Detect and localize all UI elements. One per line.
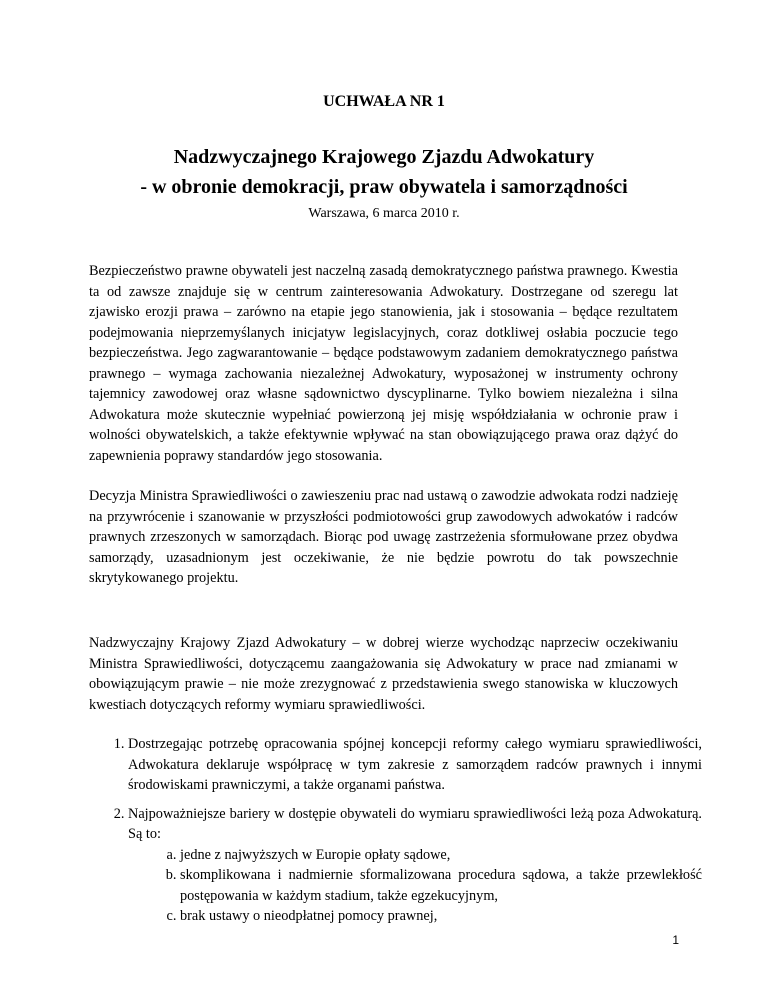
- paragraph-1: Bezpieczeństwo prawne obywateli jest naczelną zasadą demokratycznego państwa prawnego. Kwestia ta od zawsze znajduje się w centrum zainteresowania Adwokatury. Dostrzegane od szeregu lat zjawisko erozji prawa – zarówno na etapie jego stanowienia, jak i stosowania – będące rezultatem podejmowania nieprzemyślanych inicjatyw legislacyjnych, coraz dotkliwej osłabia poczucie tego bezpieczeństwa. Jego zagwarantowanie – będące podstawowym zadaniem demokratycznego państwa prawnego – wymaga zachowania niezależnej Adwokatury, wyposażonej w instrumenty ochrony tajemnicy zawodowej oraz własne sądownictwo dyscyplinarne. Tylko bowiem niezależna i silna Adwokatura może skutecznie wypełniać powierzoną jej misję współdziałania w ochronie praw i wolności obywatelskich, a także efektywnie wpływać na stan obowiązującego prawa oraz dążyć do zapewnienia poprawy standardów jego stosowania.: [89, 263, 678, 464]
- sub-item-a: a. jedne z najwyższych w Europie opłaty sądowe,: [180, 845, 702, 866]
- paragraph-2: Decyzja Ministra Sprawiedliwości o zawieszeniu prac nad ustawą o zawodzie adwokata rodzi nadzieję na przywrócenie i szanowanie w przyszłości podmiotowości grup zawodowych adwokatów i radców prawnych zrzeszonych w samorządach. Biorąc pod uwagę zastrzeżenia sformułowane przez obydwa samorządy, uzasadnionym jest oczekiwanie, że nie będzie powrotu do tak powszechnie skrytykowanego projektu.: [89, 488, 678, 586]
- sub-item-b: b. skomplikowana i nadmiernie sformalizowana procedura sądowa, a także przewlekłość postępowania w każdym stadium, także egzekucyjnym,: [180, 865, 702, 906]
- subtitle-line-1: Nadzwyczajnego Krajowego Zjazdu Adwokatury: [173, 146, 595, 168]
- resolution-title: UCHWAŁA NR 1: [323, 93, 445, 110]
- list-item-2: [128, 804, 702, 927]
- list-item-1: [128, 734, 702, 796]
- sub-item-c: c. brak ustawy o nieodpłatnej pomocy prawnej,: [180, 906, 702, 927]
- list-item-2-text: Najpoważniejsze bariery w dostępie obywateli do wymiaru sprawiedliwości leżą poza Adwokaturą. Są to:: [128, 805, 702, 842]
- numbered-list: [104, 734, 702, 927]
- subtitle-line-2: - w obronie demokracji, praw obywatela i samorządności: [140, 176, 628, 198]
- paragraph-3: Nadzwyczajny Krajowy Zjazd Adwokatury – w dobrej wierze wychodząc naprzeciw oczekiwaniu Ministra Sprawiedliwości, dotyczącemu zaangażowania się Adwokatury w prace nad zmianami w obowiązującym prawie – nie może zrezygnować z przedstawienia swego stanowiska w kluczowych kwestiach dotyczących reformy wymiaru sprawiedliwości.: [89, 635, 678, 713]
- page-number: 1: [672, 933, 679, 947]
- sub-list: [128, 845, 702, 927]
- date-line: Warszawa, 6 marca 2010 r.: [308, 206, 460, 221]
- list-item-1-text: Dostrzegając potrzebę opracowania spójnej koncepcji reformy całego wymiaru sprawiedliwości, Adwokatura deklaruje współpracę w tym zakresie z samorządem radców prawnych i innymi środowiskami prawniczymi, a także organami państwa.: [128, 736, 702, 793]
